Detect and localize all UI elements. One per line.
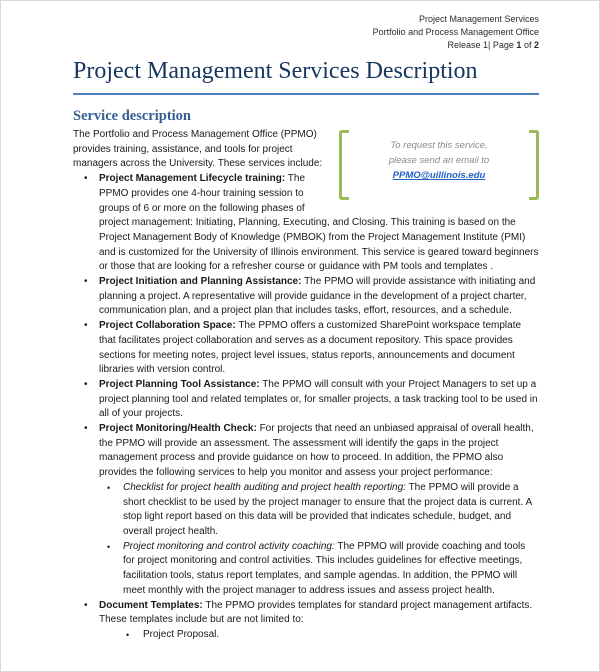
page-header [73, 13, 539, 52]
services-list [73, 172, 539, 643]
section-heading: Service description [73, 108, 191, 124]
bullet-lead: Document Templates: [99, 599, 203, 611]
monitoring-sublist [99, 481, 539, 599]
callout-line-1: To request this service, [390, 140, 488, 151]
bullet-text: The PPMO provides templates for standard project management artifacts. These templates include but are not limited to: [99, 599, 533, 626]
bullet-lead: Project Monitoring/Health Check: [99, 423, 257, 435]
list-item-project-proposal: • Project Proposal. [99, 628, 539, 643]
header-org-line-1: Project Management Services [418, 14, 539, 24]
release-prefix: Release 1| Page [447, 40, 514, 50]
list-item-activity-coaching [99, 540, 539, 599]
total-pages: 2 [533, 40, 539, 50]
bullet-text: The PPMO provides one 4-hour training session to groups of 6 or more on the following phases of project management: Initiating, Planning, Executing, and Closing. This training is based on the Project Management Body of Knowledge (PMBOK) from the Project Management Institute (PMI) and is customized for the University of Illinois environment. This service is geared toward beginners or those that are looking for a refresher course or guidance with PM tools and templates . [99, 173, 539, 273]
list-item-monitoring-health-check [73, 422, 539, 598]
header-org-line-2: Portfolio and Process Management Office [372, 27, 539, 37]
sub-bullet-text: The PPMO will provide coaching and tools for project monitoring and control activities. This includes guidelines for effective meetings, facilitation tools, status report templates, and sample agendas. In addition, the PPMO will meet monthly with the project manager to address issues and assess project health. [123, 540, 526, 596]
document-title: Project Management Services Description [73, 58, 478, 84]
bullet-text: The PPMO offers a customized SharePoint workspace template that facilitates project collaboration and serves as a document repository. This space provides sections for meeting notes, project level issues, status reports, announcements and document libraries with version control. [99, 320, 522, 376]
list-item-lifecycle-training [73, 172, 539, 275]
bullet-text: The PPMO will consult with your Project Managers to set up a project planning tool and related templates or, for smaller projects, a task tracking tool to be used in all of your projects. [99, 378, 538, 420]
templates-sublist [99, 628, 539, 643]
bullet-lead: Project Planning Tool Assistance: [99, 378, 260, 390]
sub-bullet-lead: Checklist for project health auditing and project health reporting: [123, 481, 406, 493]
list-item-initiation-planning [73, 275, 539, 319]
sub-bullet-text: The PPMO will provide a short checklist to be used by the project manager to ensure that the project data is current. A stop light report based on this data will be provided that indicates schedule, budget, and overall project health. [123, 481, 532, 537]
bullet-text: For projects that need an unbiased appraisal of overall health, the PPMO will provide an assessment. The assessment will identify the gaps in the project management process and provide guidance on how to proceed. In addition, the PPMO also provides the following services to help you monitor and assess your project performance: [99, 423, 534, 479]
list-item-planning-tool [73, 378, 539, 422]
email-link[interactable]: PPMO@uillinois.edu [392, 170, 486, 181]
list-item-collaboration-space [73, 319, 539, 378]
sub-bullet-lead: Project monitoring and control activity coaching: [123, 540, 335, 552]
intro-paragraph: The Portfolio and Process Management Office (PPMO) provides training, assistance, and tools for project managers across the University. These services include: [73, 129, 323, 170]
bullet-lead: Project Management Lifecycle training: [99, 173, 286, 185]
list-item-document-templates [73, 599, 539, 643]
list-item-health-checklist [99, 481, 539, 540]
header-release-line [73, 39, 539, 52]
callout-line-2: please send an email to [388, 155, 490, 166]
bullet-text: The PPMO will provide assistance with initiating and planning a project. A representative will provide guidance in the development of a project charter, communication plan, and a project plan that includes tasks, effort, resources, and a schedule. [99, 276, 536, 317]
title-block [73, 56, 539, 95]
page-number: 1 [516, 40, 522, 50]
bullet-lead: Project Initiation and Planning Assistance: [99, 276, 302, 288]
of-label: of [523, 40, 532, 50]
bullet-lead: Project Collaboration Space: [99, 320, 236, 332]
